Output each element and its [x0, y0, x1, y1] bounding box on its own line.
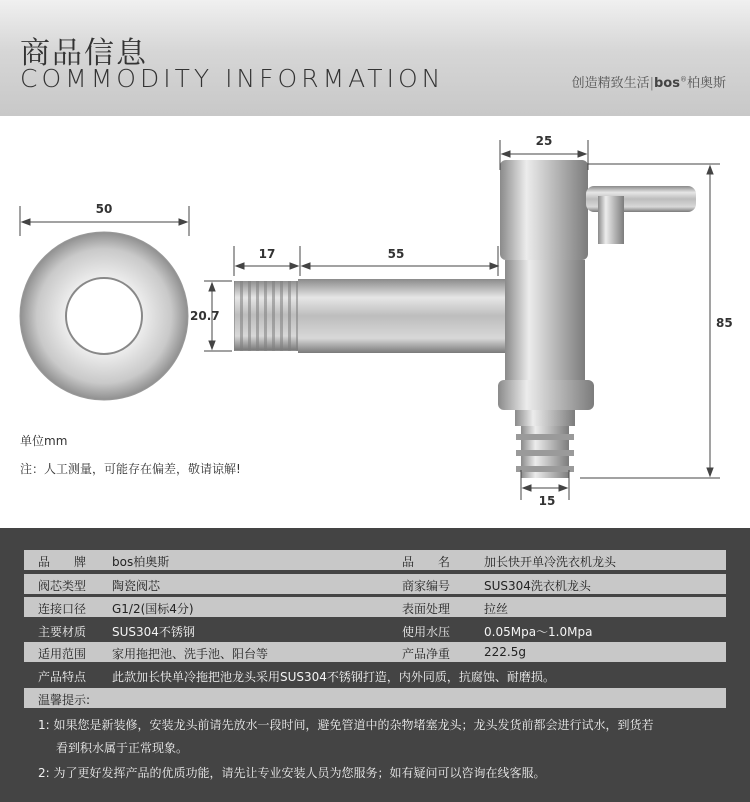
- page-title-en: COMMODITY INFORMATION: [20, 64, 445, 93]
- spec-row: [24, 550, 726, 570]
- spec-value: 222.5g: [484, 645, 526, 659]
- spec-row: [24, 642, 726, 662]
- spec-value: SUS304洗衣机龙头: [484, 579, 591, 593]
- brand-name: 柏奥斯: [686, 76, 726, 91]
- spec-value: G1/2(国标4分): [112, 602, 194, 616]
- spec-label: 品 名: [402, 555, 451, 569]
- spec-row: [24, 665, 726, 685]
- tip-1-line-1: 1: 如果您是新装修，安装龙头前请先放水一段时间，避免管道中的杂物堵塞龙头；龙头发货前都会进行试水，到货若: [38, 718, 654, 732]
- tips-heading: 温馨提示:: [38, 693, 91, 707]
- measurement-warning: 注：人工测量，可能存在偏差，敬请谅解!: [20, 462, 241, 476]
- spec-label: 表面处理: [402, 602, 451, 616]
- spec-value: 陶瓷阀芯: [112, 579, 161, 593]
- outlet-width-label: 15: [538, 494, 556, 508]
- tips-heading-bar: [24, 688, 726, 708]
- spec-value: bos柏奥斯: [112, 555, 170, 569]
- valve-body: [505, 260, 585, 380]
- spec-label: 阀芯类型: [38, 579, 87, 593]
- pipe-body: [298, 279, 518, 353]
- brand-slogan: 创造精致生活|bos®柏奥斯: [571, 75, 726, 91]
- spec-label: 主要材质: [38, 625, 87, 639]
- valve-nut: [498, 380, 594, 410]
- spec-label: 使用水压: [402, 625, 451, 639]
- tip-1-line-2: 看到积水属于正常现象。: [56, 741, 189, 755]
- spec-label: 适用范围: [38, 647, 87, 661]
- page-title-cn: 商品信息: [20, 36, 148, 71]
- valve-top: [500, 160, 588, 260]
- outlet-collar: [515, 410, 575, 426]
- spec-row: [24, 597, 726, 617]
- spec-label: 品 牌: [38, 555, 87, 569]
- brand-logo: bos: [654, 76, 680, 91]
- thread-diameter-label: 20.7: [190, 309, 220, 323]
- spec-label: 产品特点: [38, 670, 87, 684]
- header-banner: [0, 0, 750, 116]
- spec-value: 此款加长快单冷拖把池龙头采用SUS304不锈钢打造，内外同质，抗腐蚀、耐磨损。: [112, 670, 555, 684]
- slogan-text: 创造精致生活: [571, 76, 650, 91]
- spec-value: 拉丝: [484, 602, 509, 616]
- total-height-label: 85: [716, 316, 733, 330]
- washer-ring: [20, 232, 188, 400]
- thread-length-label: 17: [258, 247, 276, 261]
- spec-row: [24, 574, 726, 594]
- spec-value: SUS304不锈钢: [112, 625, 195, 639]
- spec-label: 连接口径: [38, 602, 87, 616]
- spec-value: 加长快开单冷洗衣机龙头: [484, 555, 617, 569]
- top-width-label: 25: [535, 134, 553, 148]
- washer-dim-label: 50: [95, 202, 113, 216]
- thread-section: [234, 281, 300, 351]
- spec-value: 0.05Mpa～1.0Mpa: [484, 625, 593, 639]
- tip-2: 2: 为了更好发挥产品的优质功能，请先让专业安装人员为您服务；如有疑问可以咨询在线客服。: [38, 766, 546, 780]
- spec-label: 产品净重: [402, 647, 451, 661]
- lever-stem: [598, 196, 624, 244]
- spec-label: 商家编号: [402, 579, 451, 593]
- body-length-label: 55: [387, 247, 405, 261]
- spec-row: [24, 620, 726, 640]
- spec-value: 家用拖把池、洗手池、阳台等: [112, 647, 269, 661]
- hose-nozzle: [516, 426, 574, 478]
- unit-note: 单位mm: [20, 434, 68, 448]
